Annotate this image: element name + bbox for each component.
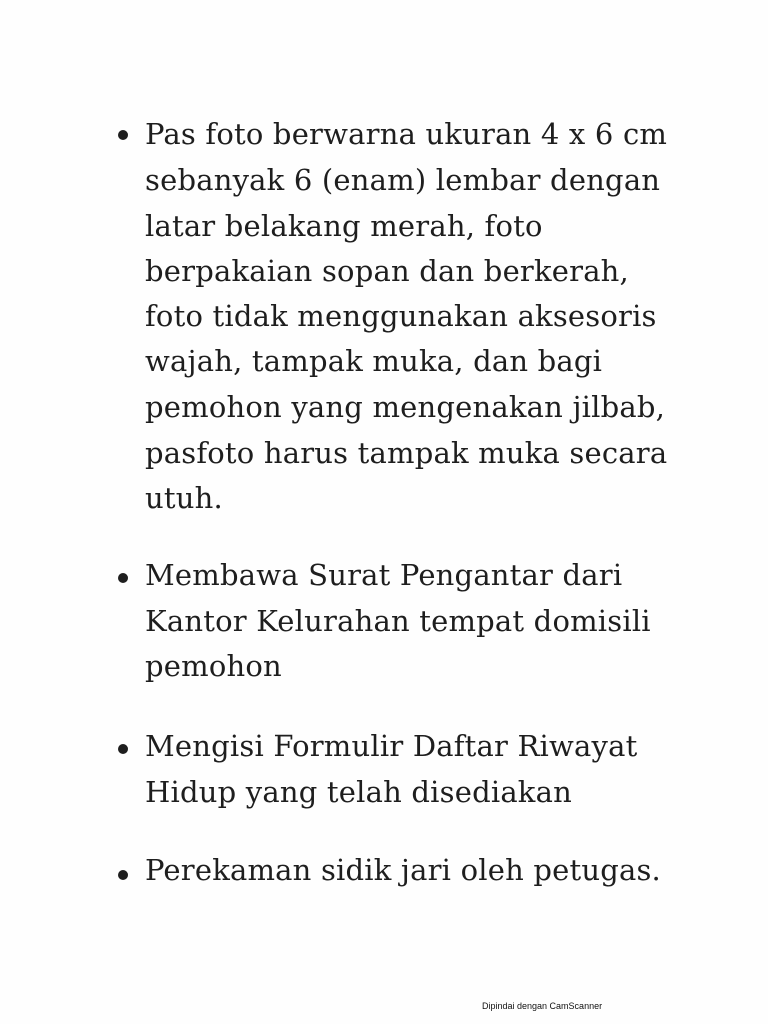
bullet-icon xyxy=(118,130,128,140)
list-item-text-line: utuh. xyxy=(145,481,223,515)
list-item-text-line: pasfoto harus tampak muka secara xyxy=(145,436,668,470)
list-item-text-line: foto tidak menggunakan aksesoris xyxy=(145,299,657,333)
list-item-text-line: Hidup yang telah disediakan xyxy=(145,775,572,809)
list-item-text-line: sebanyak 6 (enam) lembar dengan xyxy=(145,163,661,197)
bullet-icon xyxy=(118,870,128,880)
list-item-text-line: wajah, tampak muka, dan bagi xyxy=(145,344,603,378)
list-item-text-line: Kantor Kelurahan tempat domisili xyxy=(145,604,651,638)
list-item-text-line: Perekaman sidik jari oleh petugas. xyxy=(145,853,661,887)
list-item-fingerprint xyxy=(118,848,738,896)
list-item-cover-letter xyxy=(118,553,738,693)
scanner-watermark: Dipindai dengan CamScanner xyxy=(482,1001,603,1011)
list-item-form xyxy=(118,724,738,816)
list-item-text-line: pemohon xyxy=(145,649,282,683)
list-item-text-line: latar belakang merah, foto xyxy=(145,209,543,243)
list-item-text-line: Mengisi Formulir Daftar Riwayat xyxy=(145,729,638,763)
list-item-text-line: pemohon yang mengenakan jilbab, xyxy=(145,390,666,424)
list-item-text-line: Membawa Surat Pengantar dari xyxy=(145,558,623,592)
bullet-icon xyxy=(118,573,128,583)
list-item-text-line: Pas foto berwarna ukuran 4 x 6 cm xyxy=(145,117,668,151)
bullet-icon xyxy=(118,744,128,754)
list-item-text-line: berpakaian sopan dan berkerah, xyxy=(145,254,629,288)
list-item-photo-requirement xyxy=(118,112,738,515)
